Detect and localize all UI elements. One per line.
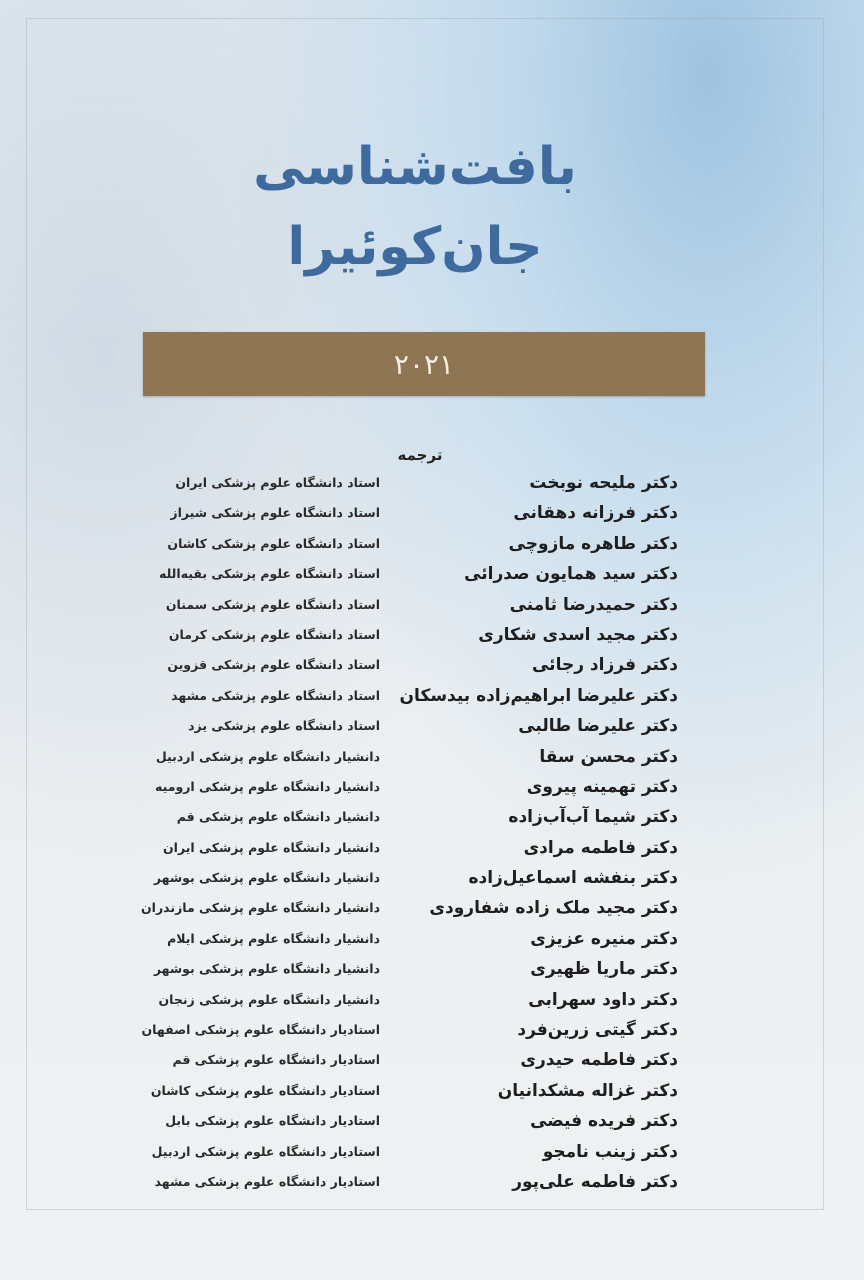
book-title-line-2: جان‌کوئیرا (287, 217, 543, 277)
translator-affiliation: استادیار دانشگاه علوم پزشکی مشهد (154, 1173, 380, 1189)
translator-affiliation: دانشیار دانشگاه علوم پزشکی مازندران (141, 900, 380, 916)
translator-name: دکتر شیما آب‌آب‌زاده (508, 807, 678, 828)
translator-affiliation: دانشیار دانشگاه علوم پزشکی ارومیه (155, 778, 380, 794)
translator-name: دکتر مجید ملک زاده شفارودی (429, 898, 678, 919)
translator-affiliation: استادیار دانشگاه علوم پزشکی بابل (165, 1113, 380, 1129)
translator-name: دکتر ماریا ظهیری (530, 959, 678, 980)
translator-affiliation: استاد دانشگاه علوم پزشکی شیراز (170, 505, 380, 521)
translator-name: دکتر علیرضا ابراهیم‌زاده بیدسکان (399, 685, 678, 706)
translator-affiliation: استاد دانشگاه علوم پزشکی قزوین (167, 657, 380, 673)
translator-name: دکتر فاطمه علی‌پور (512, 1171, 678, 1192)
translator-name: دکتر علیرضا طالبی (518, 716, 678, 737)
translator-affiliation: دانشیار دانشگاه علوم پزشکی قم (176, 809, 380, 825)
translator-name: دکتر مجید اسدی شکاری (478, 624, 678, 645)
translator-name: دکتر فاطمه حیدری (520, 1050, 678, 1071)
translator-affiliation: استادیار دانشگاه علوم پزشکی اردبیل (151, 1143, 380, 1159)
translator-name: دکتر گیتی زرین‌فرد (517, 1020, 678, 1041)
translator-affiliation: استاد دانشگاه علوم پزشکی بقیه‌الله (158, 566, 380, 582)
edition-year: ۲۰۲۱ (393, 347, 455, 381)
translator-name: دکتر داود سهرابی (528, 989, 678, 1010)
translator-name: دکتر غزاله مشکدانیان (497, 1080, 678, 1101)
translator-name: دکتر سید همایون صدرائی (464, 564, 678, 585)
translator-name: دکتر فرزانه دهقانی (513, 503, 678, 524)
translator-name: دکتر طاهره مازوچی (508, 533, 678, 554)
translator-affiliation: استاد دانشگاه علوم پزشکی مشهد (171, 687, 380, 703)
translator-name: دکتر محسن سقا (539, 746, 678, 767)
translator-affiliation: دانشیار دانشگاه علوم پزشکی ایران (163, 839, 380, 855)
translator-names-list (399, 468, 678, 1197)
book-title-line-1: بافت‌شناسی (253, 137, 577, 197)
translation-label: ترجمه (397, 446, 443, 464)
translator-name: دکتر فریده فیضی (530, 1111, 678, 1132)
translator-affiliation: دانشیار دانشگاه علوم پزشکی زنجان (158, 991, 380, 1007)
translator-affiliation: دانشیار دانشگاه علوم پزشکی اردبیل (155, 748, 380, 764)
translator-name: دکتر بنفشه اسماعیل‌زاده (468, 868, 678, 889)
translator-affiliation: دانشیار دانشگاه علوم پزشکی ایلام (167, 930, 380, 946)
translator-name: دکتر فرزاد رجائی (531, 655, 678, 676)
translator-affiliation: استاد دانشگاه علوم پزشکی سمنان (165, 596, 380, 612)
translator-name: دکتر منیره عزیزی (530, 928, 678, 949)
translator-name: دکتر فاطمه مرادی (523, 837, 678, 858)
translator-affiliation: دانشیار دانشگاه علوم پزشکی بوشهر (153, 961, 380, 977)
translator-affiliation: استادیار دانشگاه علوم پزشکی کاشان (150, 1082, 380, 1098)
translator-name: دکتر زینب نامجو (542, 1141, 678, 1162)
translator-titles-list (140, 468, 380, 1197)
translator-affiliation: استاد دانشگاه علوم پزشکی کاشان (167, 535, 380, 551)
translator-affiliation: استادیار دانشگاه علوم پزشکی اصفهان (141, 1022, 380, 1038)
translator-affiliation: دانشیار دانشگاه علوم پزشکی بوشهر (153, 870, 380, 886)
translator-name: دکتر حمیدرضا ثامنی (509, 594, 678, 615)
translator-affiliation: استاد دانشگاه علوم پزشکی ایران (175, 475, 380, 490)
year-banner (143, 332, 705, 396)
translator-name: دکتر تهمینه پیروی (526, 776, 678, 797)
translator-name: دکتر ملیحه نوبخت (529, 473, 678, 493)
translator-affiliation: استادیار دانشگاه علوم پزشکی قم (172, 1052, 380, 1068)
translator-affiliation: استاد دانشگاه علوم پزشکی یزد (188, 718, 380, 734)
translator-affiliation: استاد دانشگاه علوم پزشکی کرمان (168, 626, 380, 642)
